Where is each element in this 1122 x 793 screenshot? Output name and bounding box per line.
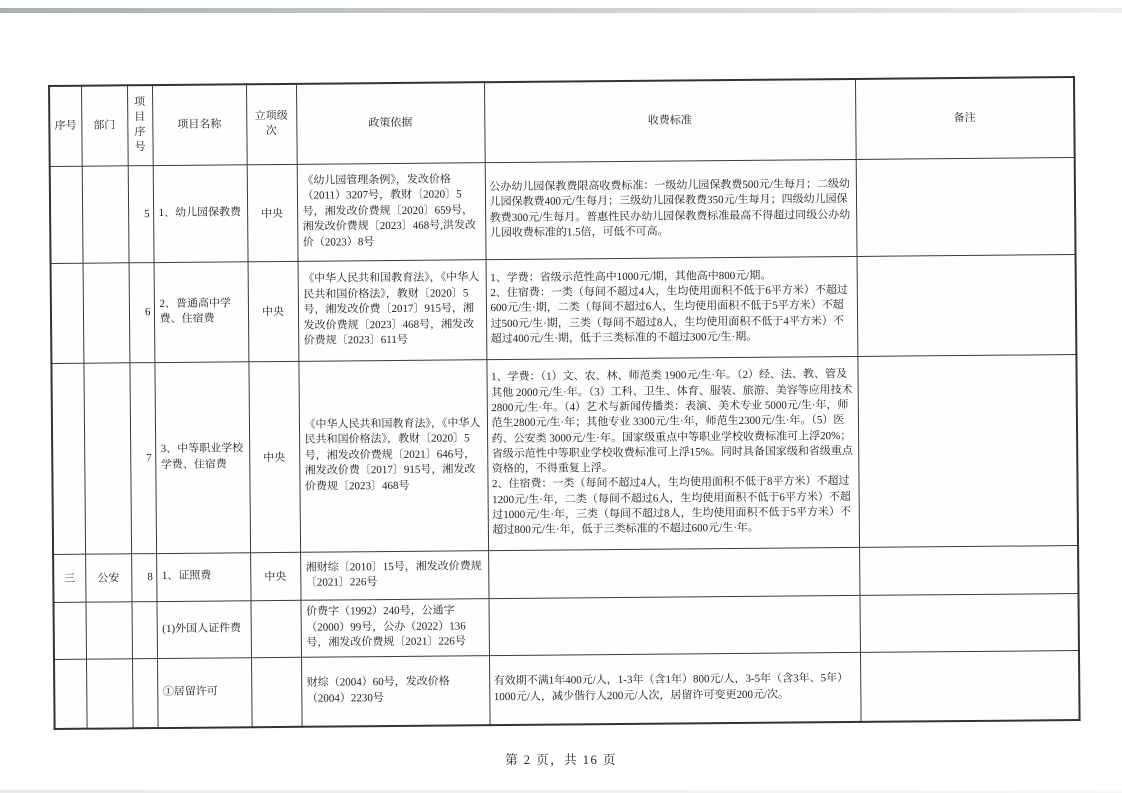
- cell-seq: [51, 363, 85, 554]
- header-fee-standard: 收费标准: [484, 79, 856, 162]
- cell-dept: [83, 362, 131, 553]
- cell-dept: [86, 658, 133, 728]
- cell-item-no: 5: [128, 165, 154, 262]
- cell-item-name: (1)外国人证件费: [157, 600, 251, 658]
- cell-item-name: 2、普通高中学费、住宿费: [154, 261, 249, 362]
- cell-fee-standard: 1、学费：（1）文、农、林、师范类 1900元/生·年。（2）经、法、教、管及其他 2000元/生·年。（3）工科、卫生、体育、服装、旅游、美容等应用技术 2800元/生·年。（4）艺术与新闻传播类：表演、美术专业 5000元/生·年，师范生2800元/生·年；其他专业 3300元/生·年，师范生2300元/生·年。（5）医药、公安类 3000元/生·年。国家级重点中等职业学校收费标准可上浮20%；省级示范性中等职业学校收费标准可上浮15%。同时具备国家级和省级重点资格的，不得重复上浮。 2、住宿费：一类（每间不超过4人，生均使用面积不低于8平方米）不超过1200元/生·年，二类（每间不超过6人，生均使用面积不低于6平方米）不超过1000元/生·年，三类（每间不超过8人，生均使用面积不低于5平方米）不超过800元/生·年，低于三类标准的不超过600元/生·年。: [486, 356, 859, 550]
- cell-approval-level: 中央: [247, 164, 298, 261]
- header-policy-basis: 政策依据: [296, 82, 485, 164]
- header-item-name: 项目名称: [152, 84, 247, 165]
- page-number-footer: 第 2 页，共 16 页: [505, 753, 617, 767]
- cell-item-name: 1、幼儿园保教费: [153, 164, 248, 262]
- cell-seq: [54, 602, 86, 659]
- table-row-kindergarten-fee: [50, 157, 1076, 263]
- header-item-no: 项目序号: [127, 85, 153, 165]
- cell-dept: [82, 165, 129, 262]
- cell-remarks: [860, 650, 1080, 722]
- header-remarks: 备注: [855, 77, 1075, 159]
- cell-item-name: 3、中等职业学校学费、住宿费: [154, 361, 250, 553]
- header-dept: 部门: [81, 85, 128, 165]
- table-row-foreigner-certificate-fee: [54, 593, 1079, 659]
- cell-fee-standard: 1、学费：省级示范性高中1000元/期，其他高中800元/期。 2、住宿费：一类（每间不超过4人，生均使用面积不低于6平方米）不超过600元/生·期，二类（每间不超过6人，生均使用面积不低于5平方米）不超过500元/生·期，三类（每间不超过8人，生均使用面积不低于4平方米）不超过400元/生·期，低于三类标准的不超过300元/生·期。: [486, 256, 858, 359]
- cell-policy-basis: 湘财综〔2010〕15号，湘发改价费规〔2021〕226号: [300, 550, 488, 600]
- cell-item-name: ①居留许可: [157, 657, 252, 728]
- cell-approval-level: [251, 600, 301, 657]
- table-row-highschool-fee: [51, 254, 1077, 363]
- cell-fee-standard: 公办幼儿园保教费限高收费标准：一级幼儿园保教费500元/生每月；二级幼儿园保教费400元/生每月；三级幼儿园保教费350元/生每月；四级幼儿园保教费300元/生每月。普惠性民办幼儿园保教费标准最高不得超过同级公办幼儿园收费标准的1.5倍，可低不可高。: [485, 159, 857, 259]
- cell-policy-basis: 《中华人民共和国教育法》，《中华人民共和国价格法》，教财〔2020〕5号，湘发改价费规〔2021〕646号，湘发改价费〔2017〕915号，湘发改价费规〔2023〕468号: [298, 359, 488, 552]
- scanner-edge-artifact: [0, 8, 1122, 13]
- cell-remarks: [857, 354, 1078, 547]
- cell-approval-level: 中央: [248, 361, 300, 552]
- cell-fee-standard: [488, 595, 859, 655]
- cell-approval-level: 中央: [248, 261, 299, 361]
- table-row-residence-permit-fee: [54, 650, 1080, 729]
- fee-standards-table: [48, 76, 1081, 730]
- cell-fee-standard: 有效期不满1年400元/人，1-3年（含1年）800元/人，3-5年（含3年、5年）1000元/人，减少偕行人200元/人次，居留许可变更200元/次。: [489, 652, 861, 725]
- cell-remarks: [856, 157, 1076, 256]
- cell-dept: 公安: [85, 553, 131, 601]
- table-header-row: [49, 77, 1075, 166]
- cell-seq: [51, 263, 84, 363]
- cell-policy-basis: 财综（2004）60号，发改价格（2004）2230号: [301, 655, 490, 727]
- cell-seq: [54, 659, 87, 729]
- cell-approval-level: 中央: [250, 552, 300, 600]
- cell-policy-basis: 《幼儿园管理条例》，发改价格（2011）3207号，教财〔2020〕5号，湘发改价费规〔2020〕659号，湘发改价费规〔2023〕468号,洪发改价（2023）8号: [297, 162, 486, 261]
- cell-policy-basis: 《中华人民共和国教育法》，《中华人民共和国价格法》，教财〔2020〕5号，湘发改价费〔2017〕915号，湘发改价费规〔2023〕468号，湘发改价费规〔2023〕611号: [298, 259, 487, 361]
- cell-remarks: [859, 593, 1078, 652]
- cell-remarks: [859, 545, 1078, 595]
- cell-item-no: [132, 601, 157, 658]
- cell-dept: [86, 601, 132, 658]
- cell-item-name: 1、证照费: [156, 552, 250, 601]
- cell-fee-standard: [488, 547, 859, 598]
- header-approval-level: 立项级次: [246, 84, 297, 164]
- cell-approval-level: [251, 657, 302, 727]
- cell-remarks: [857, 254, 1077, 356]
- cell-seq: [50, 166, 83, 263]
- cell-dept: [83, 262, 130, 362]
- cell-policy-basis: 价费字（1992）240号，公通字（2000）99号，公办（2022）136号，湘发改价费规〔2021〕226号: [301, 598, 489, 657]
- header-seq: 序号: [49, 86, 82, 166]
- cell-seq: 三: [53, 554, 85, 602]
- cell-item-no: [132, 658, 158, 728]
- cell-item-no: 6: [129, 262, 155, 362]
- cell-item-no: 8: [131, 553, 156, 601]
- table-row-vocational-school-fee: [51, 354, 1078, 554]
- cell-item-no: 7: [129, 362, 156, 553]
